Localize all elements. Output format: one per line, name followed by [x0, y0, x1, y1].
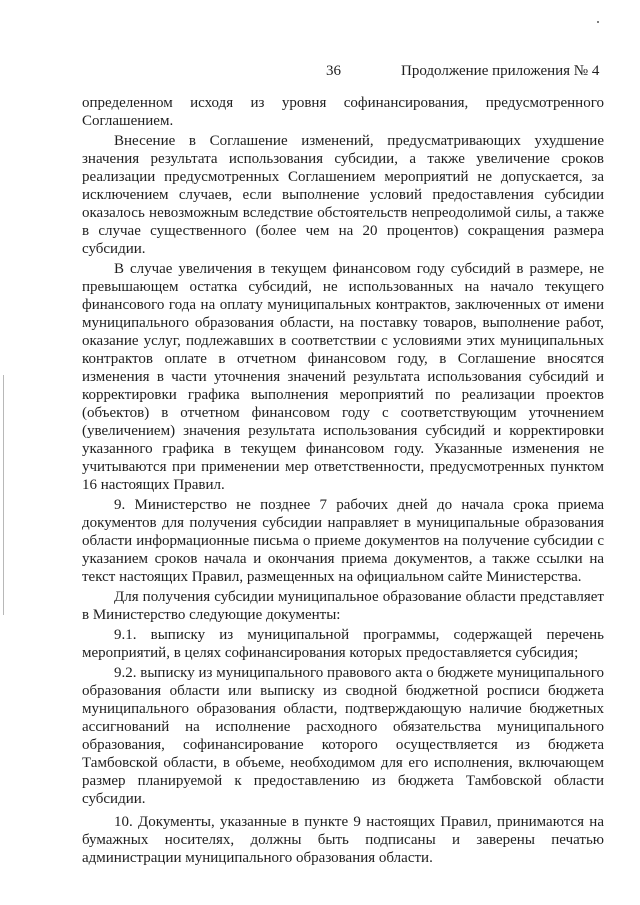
paragraph-item-10: 10. Документы, указанные в пункте 9 настоящих Правил, принимаются на бумажных носителях, должны быть подписаны и заверены печатью администрации муниципального образования области.	[82, 814, 604, 866]
scan-edge-line	[3, 375, 4, 615]
document-body	[82, 94, 604, 867]
page-header	[0, 63, 640, 83]
paragraph-item-9-1: 9.1. выписку из муниципальной программы, содержащей перечень мероприятий, в целях софинансирования которых предоставляется субсидия;	[82, 627, 604, 661]
paragraph-documents-intro: Для получения субсидии муниципальное образование области представляет в Министерство следующие документы:	[82, 589, 604, 623]
paragraph-item-9-2: 9.2. выписку из муниципального правового акта о бюджете муниципального образования области или выписку из сводной бюджетной росписи бюджета муниципального образования области, подтверждающую наличие бюджетных ассигнований на исполнение расходного обязательства муниципального образования, софинансирование которого осуществляется из бюджета Тамбовской области, в объеме, необходимом для его исполнения, включающем размер планируемой к предоставлению из бюджета Тамбовской области субсидии.	[82, 665, 604, 807]
scan-speck	[597, 21, 599, 23]
paragraph-subsidy-increase: В случае увеличения в текущем финансовом году субсидий в размере, не превышающем остатка субсидий, не использованных на начало текущего финансового года на оплату муниципальных контрактов, заключенных от имени муниципального образования области, на поставку товаров, выполнение работ, оказание услуг, подлежавших в соответствии с условиями этих муниципальных контрактов оплате в отчетном финансовом году, в Соглашение вносятся изменения в части уточнения значений результата использования субсидий и корректировки графика выполнения мероприятий по реализации проектов (объектов) в отчетном финансовом году с соответствующим уточнением (увеличением) значения результата использования субсидий и корректировки указанного графика в текущем финансовом году. Указанные изменения не учитываются при применении мер ответственности, предусмотренных пунктом 16 настоящих Правил.	[82, 261, 604, 493]
paragraph-amendments: Внесение в Соглашение изменений, предусматривающих ухудшение значения результата использования субсидии, а также увеличение сроков реализации предусмотренных Соглашением мероприятий не допускается, за исключением случаев, если выполнение условий предоставления субсидии оказалось невозможным вследствие обстоятельств непреодолимой силы, а также в случае существенного (более чем на 20 процентов) сокращения размера субсидии.	[82, 133, 604, 257]
paragraph-continued: определенном исходя из уровня софинансирования, предусмотренного Соглашением.	[82, 95, 604, 129]
appendix-continuation-label: Продолжение приложения № 4	[401, 63, 600, 79]
paragraph-item-9: 9. Министерство не позднее 7 рабочих дней до начала срока приема документов для получения субсидии направляет в муниципальные образования области информационные письма о приеме документов на получение субсидии с указанием сроков начала и окончания приема документов, а также ссылки на текст настоящих Правил, размещенных на официальном сайте Министерства.	[82, 497, 604, 585]
page-number: 36	[326, 63, 341, 79]
